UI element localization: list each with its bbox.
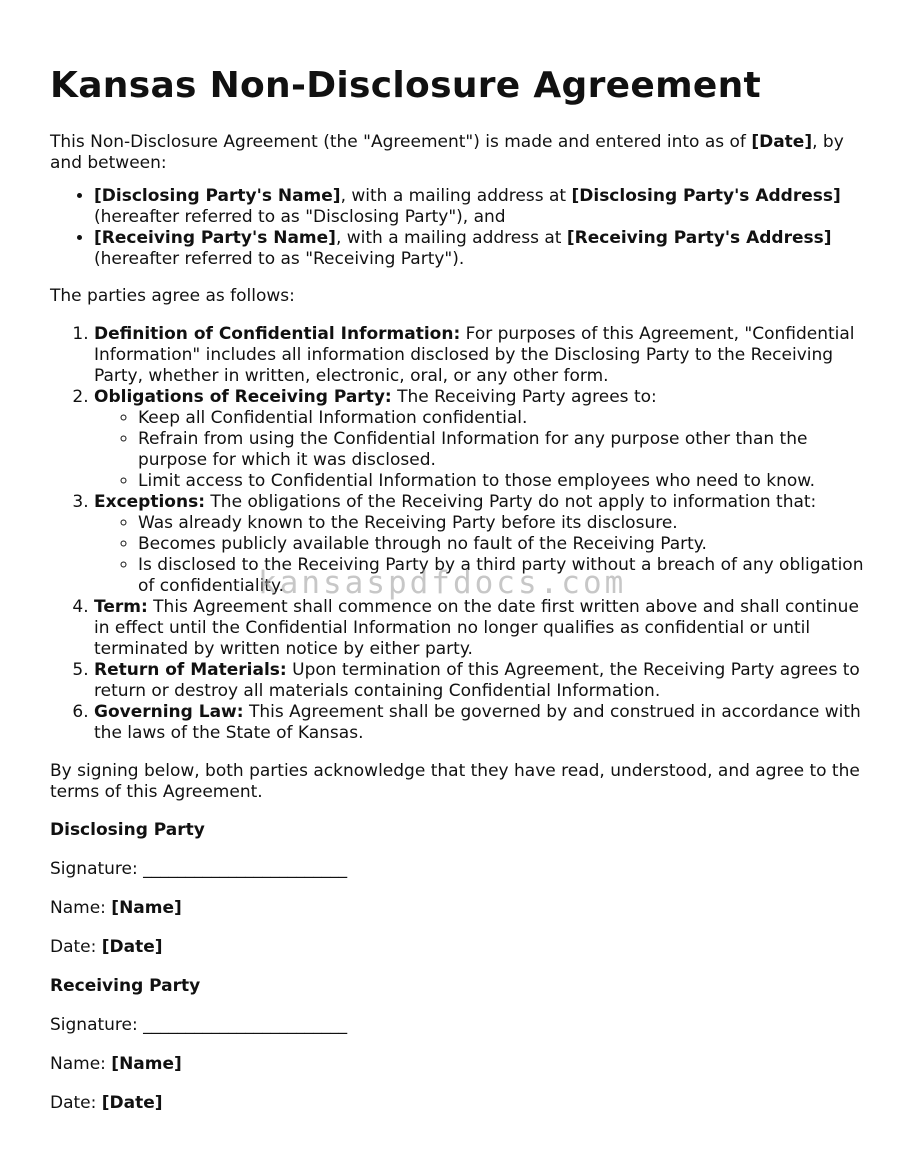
- date-label: Date:: [50, 937, 102, 957]
- signature-line[interactable]: ________________________: [143, 1015, 348, 1035]
- sub-item: ◦ Limit access to Confidential Information to those employees who need to know.: [138, 471, 870, 492]
- intro-suffix: , by and between:: [50, 132, 844, 173]
- receiving-party-heading: Receiving Party: [50, 976, 201, 996]
- date-placeholder: [Date]: [101, 937, 163, 957]
- term-heading: Return of Materials:: [94, 660, 287, 680]
- disclosing-date-row: [50, 937, 870, 958]
- signature-label: Signature:: [50, 859, 144, 879]
- name-placeholder: [Name]: [111, 1054, 182, 1074]
- agree-intro: The parties agree as follows:: [50, 286, 295, 306]
- intro-prefix: This Non-Disclosure Agreement (the "Agreement") is made and entered into as of: [50, 132, 752, 152]
- signature-line[interactable]: ________________________: [143, 859, 348, 879]
- name-label: Name:: [50, 1054, 112, 1074]
- name-placeholder: [Name]: [111, 898, 182, 918]
- party-tail-text: (hereafter referred to as "Receiving Party").: [94, 249, 465, 269]
- party-item-receiving: [94, 228, 870, 270]
- intro-paragraph: [50, 132, 870, 174]
- term-item: [94, 597, 870, 660]
- term-heading: Governing Law:: [94, 702, 244, 722]
- party-address: [Receiving Party's Address]: [566, 228, 832, 248]
- sub-item: ◦ Keep all Confidential Information confidential.: [138, 408, 870, 429]
- date-label: Date:: [50, 1093, 102, 1113]
- sub-item: ◦ Refrain from using the Confidential Information for any purpose other than the purpose for which it was disclosed.: [138, 429, 870, 471]
- date-placeholder: [Date]: [101, 1093, 163, 1113]
- term-item: [94, 702, 870, 744]
- party-name: [Disclosing Party's Name]: [94, 186, 341, 206]
- watermark-text: kansaspdfdocs.com: [258, 565, 627, 601]
- party-mid-text: , with a mailing address at: [340, 186, 572, 206]
- name-label: Name:: [50, 898, 112, 918]
- disclosing-party-heading: Disclosing Party: [50, 820, 205, 840]
- term-item: [94, 660, 870, 702]
- party-name: [Receiving Party's Name]: [94, 228, 336, 248]
- term-heading: Term:: [94, 597, 148, 617]
- document-title: Kansas Non-Disclosure Agreement: [50, 65, 762, 106]
- term-text: This Agreement shall commence on the date first written above and shall continue in effect until the Confidential Information no longer qualifies as confidential or until terminated by written notice by either party.: [94, 597, 859, 659]
- acknowledgment-paragraph: By signing below, both parties acknowledge that they have read, understood, and agree to the terms of this Agreement.: [50, 761, 860, 802]
- disclosing-signature-block: [50, 820, 870, 958]
- document-page: [50, 62, 870, 1132]
- term-item: [94, 324, 870, 387]
- sub-item: ◦ Becomes publicly available through no fault of the Receiving Party.: [138, 534, 870, 555]
- term-heading: Definition of Confidential Information:: [94, 324, 461, 344]
- term-text: The Receiving Party agrees to:: [391, 387, 657, 407]
- party-address: [Disclosing Party's Address]: [571, 186, 841, 206]
- term-text: The obligations of the Receiving Party do not apply to information that:: [205, 492, 817, 512]
- signature-label: Signature:: [50, 1015, 144, 1035]
- disclosing-name-row: [50, 898, 870, 919]
- disclosing-signature-row: [50, 859, 870, 880]
- term-text: Upon termination of this Agreement, the Receiving Party agrees to return or destroy all materials containing Confidential Information.: [94, 660, 860, 701]
- parties-list: [50, 186, 870, 270]
- party-item-disclosing: [94, 186, 870, 228]
- term-text: For purposes of this Agreement, "Confidential Information" includes all information disclosed by the Disclosing Party to the Receiving Party, whether in written, electronic, oral, or any other form.: [94, 324, 855, 386]
- term-sublist: [94, 513, 870, 597]
- term-item: [94, 387, 870, 492]
- intro-date-placeholder: [Date]: [751, 132, 813, 152]
- terms-list: [50, 324, 870, 744]
- term-text: This Agreement shall be governed by and construed in accordance with the laws of the State of Kansas.: [94, 702, 861, 743]
- receiving-date-row: [50, 1093, 870, 1114]
- receiving-signature-row: [50, 1015, 870, 1036]
- term-item: [94, 492, 870, 597]
- party-mid-text: , with a mailing address at: [335, 228, 567, 248]
- party-tail-text: (hereafter referred to as "Disclosing Party"), and: [94, 207, 506, 227]
- receiving-signature-block: [50, 976, 870, 1114]
- term-sublist: [94, 408, 870, 492]
- receiving-name-row: [50, 1054, 870, 1075]
- sub-item: ◦ Was already known to the Receiving Party before its disclosure.: [138, 513, 870, 534]
- sub-item: ◦ Is disclosed to the Receiving Party by a third party without a breach of any obligation of confidentiality.: [138, 555, 870, 597]
- term-heading: Obligations of Receiving Party:: [94, 387, 392, 407]
- term-heading: Exceptions:: [94, 492, 206, 512]
